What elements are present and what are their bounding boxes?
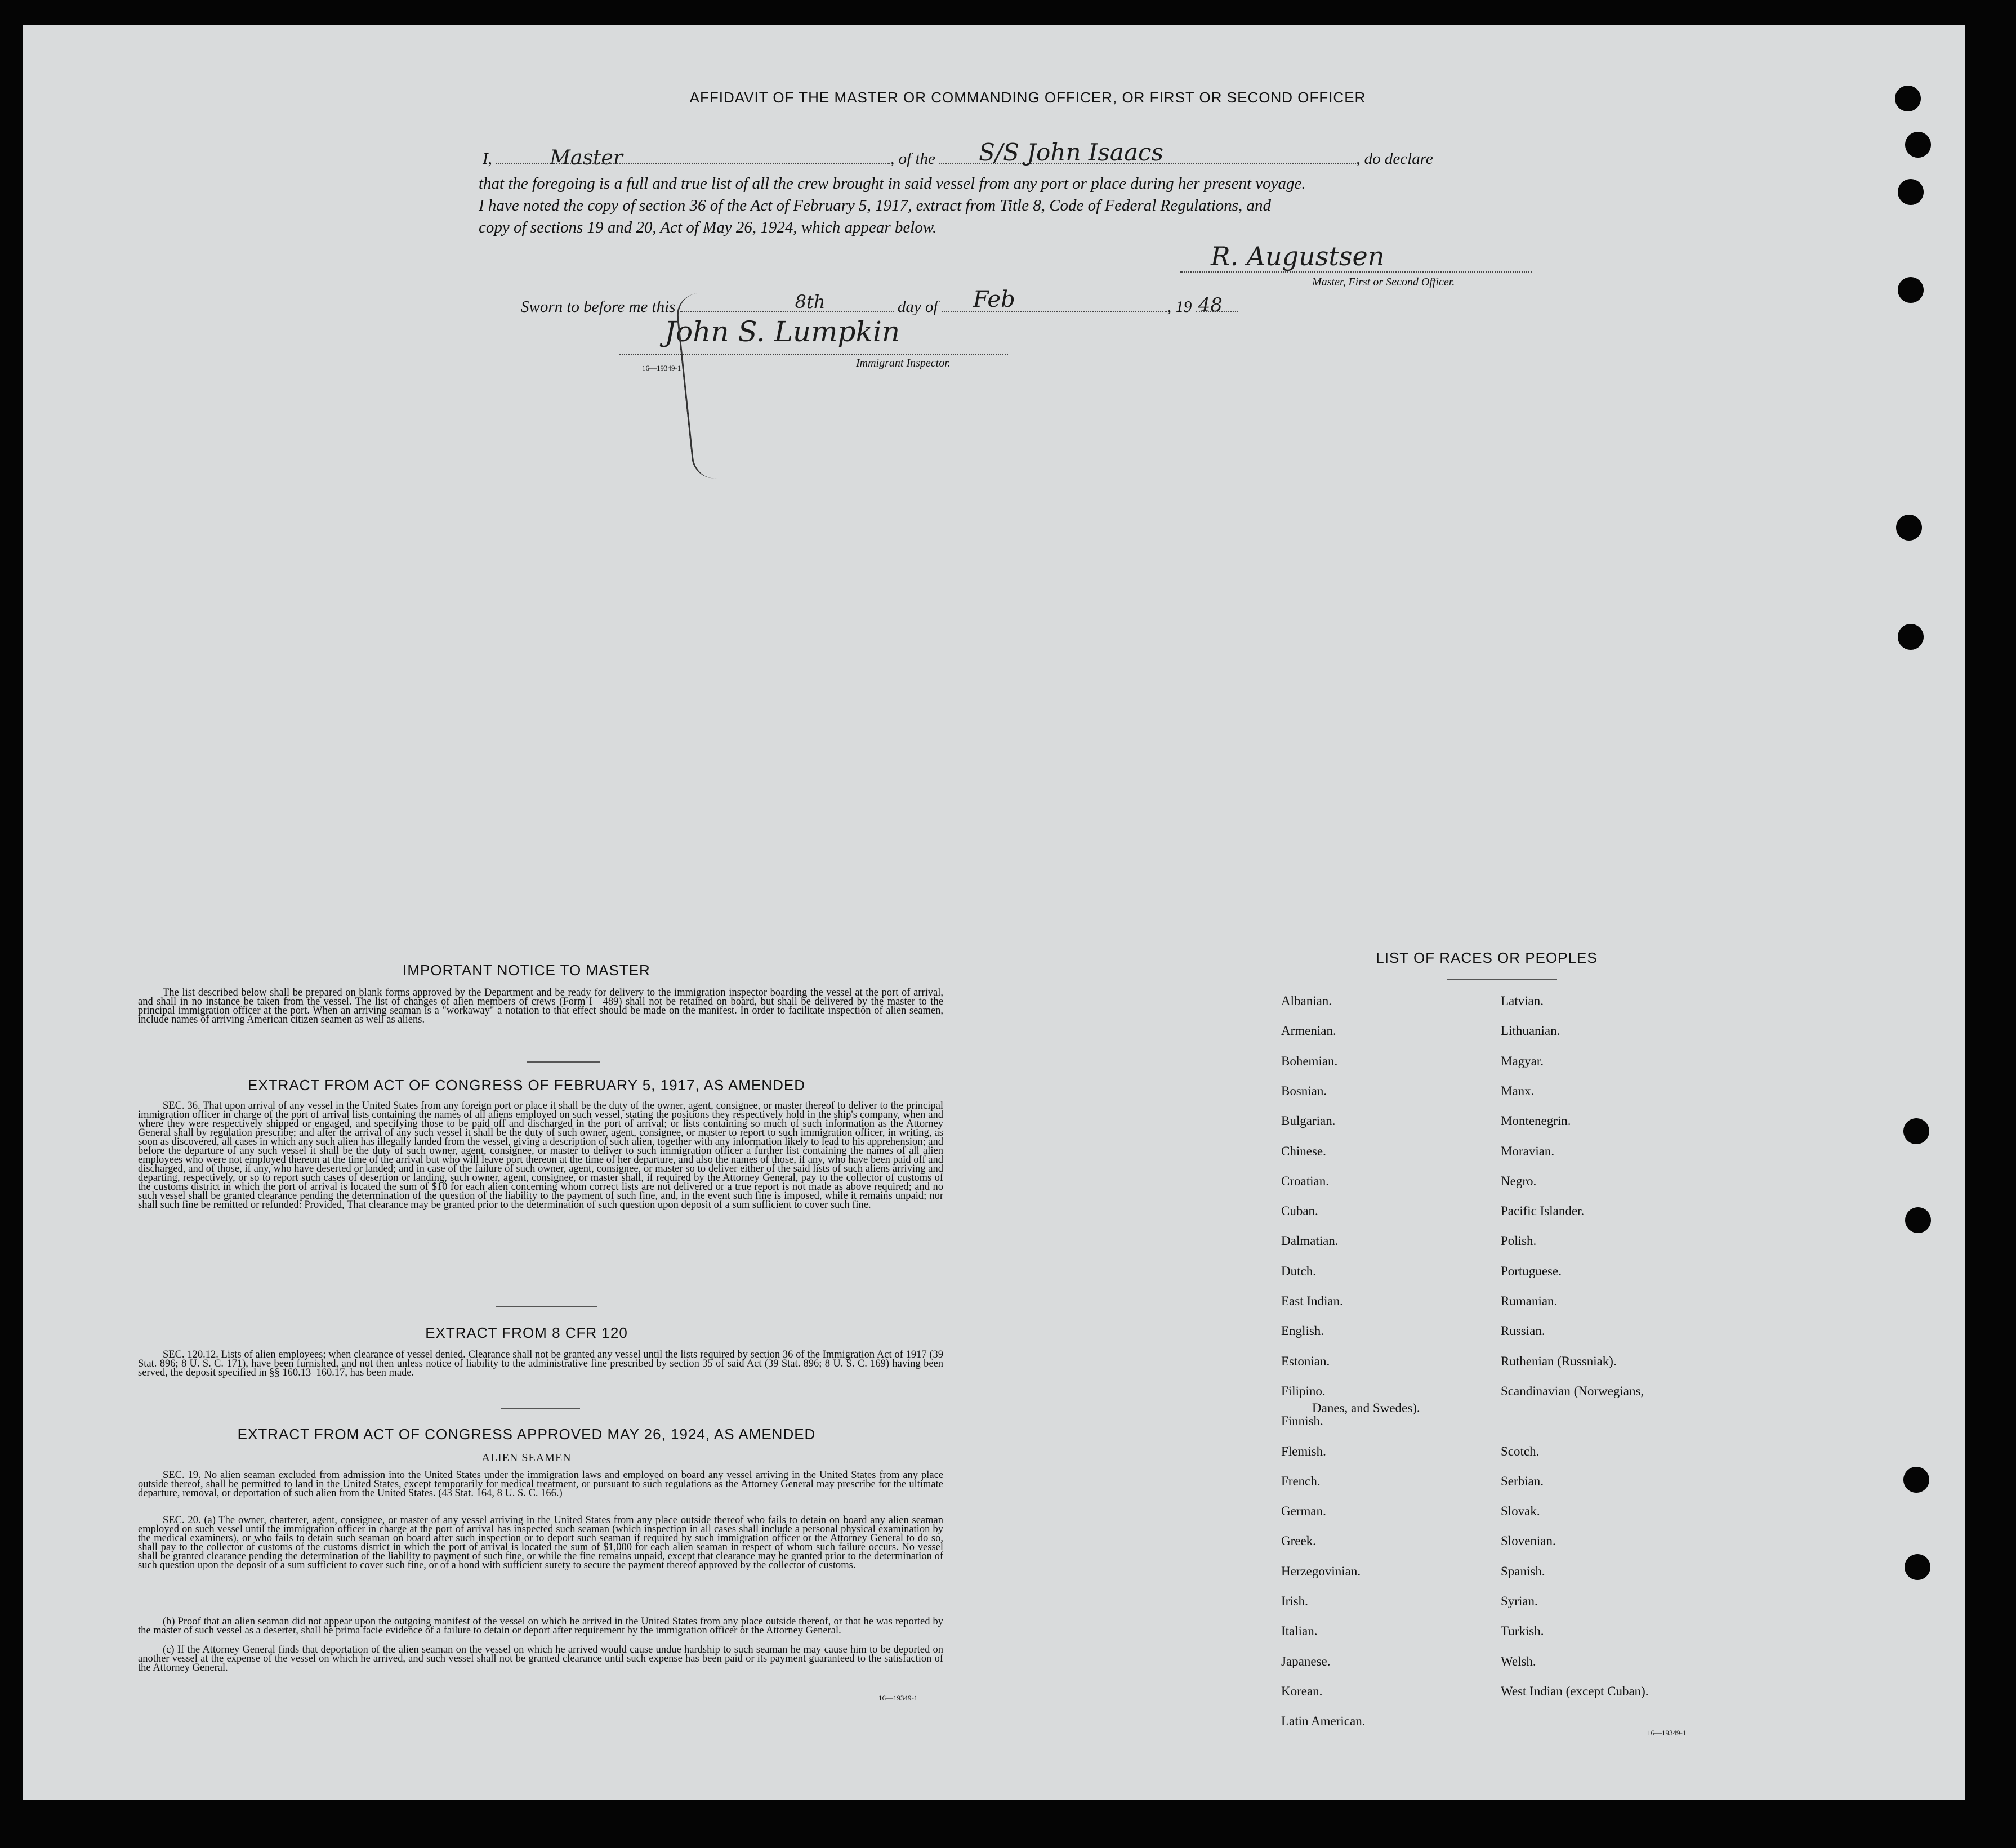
sec-20a-text: SEC. 20. (a) The owner, charterer, agent, consignee, or master of any vessel arriving in the United States from any place outside thereof who fails to detain on board any alien seaman employed on such vessel until the immigration officer in charge at the port of arrival has inspected such seaman (which inspection in all cases shall include a personal physical examination by the medical examiners), or who fails to detain such seaman on board after such inspection or to deport such seaman if required by such immigration officer or the Attorney General to do so, shall pay to the collector of customs of the customs district in which the port of arrival is located the sum of $1,000 for each alien seaman in respect of whom such failure occurs. No vessel shall be granted clearance pending the determination of the liability to payment of such fine, or while the fine remains unpaid, except that clearance may be granted prior to the determination of such question upon the deposit of a sum sufficient to cover such fine, or of a bond with sufficient surety to secure the payment thereof approved by the collector of customs. bbox=[138, 1515, 943, 1571]
sec-20b-text: (b) Proof that an alien seaman did not appear upon the outgoing manifest of the vessel on which he arrived in the United States from any place outside thereof, or that he was reported by the master of such vessel as a deserter, shall be prima facie evidence of a failure to detain or deport after requirement by the immigration officer or the Attorney General. bbox=[138, 1616, 943, 1636]
punch-hole bbox=[1898, 624, 1924, 650]
race-item: Filipino. bbox=[1281, 1383, 1326, 1398]
affidavit-line-4: copy of sections 19 and 20, Act of May 26, 1924, which appear below. bbox=[479, 218, 937, 236]
inspector-signature: John S. Lumpkin bbox=[664, 315, 900, 348]
race-item: Scotch. bbox=[1501, 1444, 1540, 1458]
race-item: Italian. bbox=[1281, 1624, 1318, 1639]
race-item: Greek. bbox=[1281, 1534, 1316, 1548]
sworn-line bbox=[521, 287, 1309, 318]
extract-cfr-text: SEC. 120.12. Lists of alien employees; when clearance of vessel denied. Clearance shall not be granted any vessel until the lists required by section 36 of the Immigration Act of 1917 (39 Stat. 896; 8 U. S. C. 171), have been furnished, and not then unless notice of liability to the administrative fine prescribed by section 35 of said Act (39 Stat. 896; 8 U. S. C. 169) having been served, the deposit specified in §§ 160.13–160.17, has been made. bbox=[138, 1349, 943, 1378]
master-signature-line bbox=[1180, 271, 1532, 273]
punch-hole bbox=[1898, 277, 1924, 303]
affidavit-line-2: that the foregoing is a full and true list of all the crew brought in said vessel from any port or place during her present voyage. bbox=[479, 175, 1306, 193]
race-item: Armenian. bbox=[1281, 1024, 1336, 1038]
master-signature: R. Augustsen bbox=[1211, 241, 1385, 271]
sec-20c-text: (c) If the Attorney General finds that deportation of the alien seaman on the vessel on which he arrived would cause undue hardship to such seaman he may cause him to be deported on another vessel at the expense of the vessel on which he arrived, and such vessel shall not be granted clearance until such expense has been paid or its payment guaranteed to the satisfaction of the Attorney General. bbox=[138, 1644, 943, 1673]
race-item: Moravian. bbox=[1501, 1144, 1555, 1158]
race-item: Welsh. bbox=[1501, 1654, 1536, 1668]
handwritten-master: Master bbox=[550, 146, 623, 169]
punch-hole bbox=[1895, 86, 1921, 111]
extract-1917-text: SEC. 36. That upon arrival of any vessel in the United States from any foreign port or place it shall be the duty of the owner, agent, consignee, or master thereof to deliver to the principal immigration officer in charge of the port of arrival lists containing the names of all aliens employed on such vessel, stating the positions they respectively hold in the ship's company, when and where they were respectively shipped or engaged, and specifying those to be paid off and discharged in the port of arrival; or lists containing so much of such information as the Attorney General shall by regulation prescribe; and after the arrival of any such vessel it shall be the duty of such owner, agent, consignee, or master to report to such immigration officer, in writing, as soon as discovered, all cases in which any such alien has illegally landed from the vessel, giving a description of such alien, together with any information likely to lead to his apprehension; and before the departure of any such vessel it shall be the duty of such owner, agent, consignee, or master to deliver to such immigration officer a further list containing the names of all alien employees who were not employed thereon at the time of the arrival but who will leave port thereon at the time of her departure, and also the names of those, if any, who have been paid off and discharged, and of those, if any, who have deserted or landed; and in case of the failure of such owner, agent, consignee, or master so to deliver either of the said lists of such aliens arriving and departing, respectively, or so to report such cases of desertion or landing, such owner, agent, consignee, or master shall, if required by the Attorney General, pay to the collector of customs of the customs district in which the port of arrival is located the sum of $10 for each alien concerning whom correct lists are not delivered or a true report is not made as above required; and no such vessel shall be granted clearance pending the determination of the question of the liability to the payment of such fine, and, in the event such fine is imposed, while it remains unpaid; nor shall such fine be remitted or refunded: Provided, That clearance may be granted prior to the determination of such question upon deposit of a sum sufficient to cover such fine. bbox=[138, 1100, 943, 1211]
form-number-left: 16—19349-1 bbox=[878, 1694, 918, 1702]
affidavit-declaration-line bbox=[483, 139, 1536, 170]
race-item: Japanese. bbox=[1281, 1654, 1331, 1668]
race-item: East Indian. bbox=[1281, 1294, 1343, 1308]
race-item: Estonian. bbox=[1281, 1354, 1330, 1368]
races-heading: LIST OF RACES OR PEOPLES bbox=[1376, 949, 1598, 966]
race-item: Lithuanian. bbox=[1501, 1024, 1560, 1038]
handwritten-year: 48 bbox=[1198, 294, 1223, 316]
extract-1924-heading: EXTRACT FROM ACT OF CONGRESS APPROVED MAY 26, 1924, AS AMENDED bbox=[237, 1426, 816, 1443]
race-item: Irish. bbox=[1281, 1594, 1308, 1608]
race-item: Latvian. bbox=[1501, 994, 1544, 1008]
punch-hole bbox=[1898, 179, 1924, 205]
race-item: Dalmatian. bbox=[1281, 1234, 1339, 1248]
sworn-text: Sworn to before me this bbox=[521, 298, 676, 316]
race-item: Herzegovinian. bbox=[1281, 1564, 1361, 1578]
punch-hole bbox=[1905, 1554, 1930, 1580]
race-item: German. bbox=[1281, 1504, 1326, 1519]
race-item: Scandinavian (Norwegians, bbox=[1501, 1383, 1644, 1398]
affidavit-line-3: I have noted the copy of section 36 of the Act of February 5, 1917, extract from Title 8, Code of Federal Regulations, and bbox=[479, 197, 1272, 215]
extract-cfr-divider bbox=[501, 1408, 580, 1409]
race-item: Bohemian. bbox=[1281, 1054, 1338, 1068]
race-item: Bulgarian. bbox=[1281, 1114, 1336, 1128]
race-item: Albanian. bbox=[1281, 994, 1332, 1008]
race-item: Montenegrin. bbox=[1501, 1114, 1571, 1128]
affidavit-do-declare: , do declare bbox=[1356, 150, 1433, 168]
race-item: Russian. bbox=[1501, 1324, 1545, 1338]
extract-1917-divider bbox=[496, 1306, 597, 1307]
affidavit-of-the: , of the bbox=[890, 150, 935, 168]
race-item: Negro. bbox=[1501, 1173, 1537, 1188]
vessel-name-field bbox=[939, 139, 1356, 166]
race-item: English. bbox=[1281, 1324, 1324, 1338]
punch-hole bbox=[1903, 1118, 1929, 1144]
month-field bbox=[942, 287, 1167, 313]
race-item: Flemish. bbox=[1281, 1444, 1326, 1458]
handwritten-vessel: S/S John Isaacs bbox=[979, 139, 1164, 166]
race-item: Slovenian. bbox=[1501, 1534, 1556, 1548]
race-item: Manx. bbox=[1501, 1083, 1535, 1098]
year-field bbox=[1196, 294, 1238, 316]
race-item: Slovak. bbox=[1501, 1504, 1540, 1519]
race-item: Portuguese. bbox=[1501, 1264, 1562, 1278]
punch-hole bbox=[1905, 1207, 1931, 1233]
races-divider bbox=[1447, 979, 1557, 980]
race-item: Ruthenian (Russniak). bbox=[1501, 1354, 1617, 1368]
race-item: Danes, and Swedes). bbox=[1312, 1400, 1420, 1415]
notice-heading: IMPORTANT NOTICE TO MASTER bbox=[403, 962, 650, 979]
race-item: Serbian. bbox=[1501, 1474, 1544, 1488]
day-of-text: day of bbox=[897, 298, 938, 316]
race-item: Korean. bbox=[1281, 1684, 1323, 1698]
notice-text: The list described below shall be prepared on blank forms approved by the Department and be ready for delivery to the immigration inspector boarding the vessel at the port of arrival, and shall in no instance be taken from the vessel. The list of changes of alien members of crews (Form I—489) shall not be retained on board, but shall be delivered by the master to the principal immigration officer at the port. When an arriving seaman is a "workaway" a notation to that effect should be made on the manifest. In order to facilitate inspection of alien seamen, include names of arriving American citizen seamen as well as aliens. bbox=[138, 987, 943, 1025]
race-item: Rumanian. bbox=[1501, 1294, 1558, 1308]
affidavit-title: AFFIDAVIT OF THE MASTER OR COMMANDING OFFICER, OR FIRST OR SECOND OFFICER bbox=[689, 89, 1366, 106]
sec-19-text: SEC. 19. No alien seaman excluded from admission into the United States under the immigration laws and employed on board any vessel arriving in the United States from any place outside thereof, shall be permitted to land in the United States, except temporarily for medical treatment, or pursuant to such regulations as the Attorney General may prescribe for the ultimate departure, removal, or deportation of such alien from the United States. (43 Stat. 164, 8 U. S. C. 166.) bbox=[138, 1470, 943, 1499]
alien-seamen-subheading: ALIEN SEAMEN bbox=[481, 1452, 572, 1464]
punch-hole bbox=[1896, 515, 1922, 541]
notice-divider bbox=[527, 1061, 600, 1063]
race-item: Spanish. bbox=[1501, 1564, 1545, 1578]
race-item: Magyar. bbox=[1501, 1054, 1544, 1068]
handwritten-month: Feb bbox=[973, 287, 1015, 313]
master-signature-label: Master, First or Second Officer. bbox=[1312, 276, 1455, 288]
punch-hole bbox=[1905, 132, 1931, 158]
race-item: Finnish. bbox=[1281, 1414, 1323, 1429]
form-number-right: 16—19349-1 bbox=[1647, 1729, 1687, 1737]
form-number-top: 16—19349-1 bbox=[642, 364, 681, 372]
extract-1917-heading: EXTRACT FROM ACT OF CONGRESS OF FEBRUARY 5, 1917, AS AMENDED bbox=[248, 1077, 805, 1093]
race-item: Pacific Islander. bbox=[1501, 1204, 1585, 1218]
race-item: Dutch. bbox=[1281, 1264, 1316, 1278]
race-item: Polish. bbox=[1501, 1234, 1537, 1248]
inspector-signature-line bbox=[619, 354, 1008, 355]
master-name-field bbox=[496, 146, 890, 169]
race-item: Chinese. bbox=[1281, 1144, 1326, 1158]
race-item: Cuban. bbox=[1281, 1204, 1318, 1218]
race-item: West Indian (except Cuban). bbox=[1501, 1684, 1649, 1698]
extract-cfr-heading: EXTRACT FROM 8 CFR 120 bbox=[425, 1324, 628, 1341]
year-prefix: , 19 bbox=[1167, 298, 1192, 316]
affidavit-i: I, bbox=[483, 150, 492, 168]
handwritten-day: 8th bbox=[795, 291, 826, 313]
race-item: Turkish. bbox=[1501, 1624, 1544, 1639]
race-item: French. bbox=[1281, 1474, 1321, 1488]
race-item: Bosnian. bbox=[1281, 1083, 1327, 1098]
race-item: Latin American. bbox=[1281, 1714, 1366, 1729]
punch-hole bbox=[1903, 1467, 1929, 1493]
race-item: Croatian. bbox=[1281, 1173, 1329, 1188]
race-item: Syrian. bbox=[1501, 1594, 1538, 1608]
inspector-label: Immigrant Inspector. bbox=[856, 357, 951, 369]
